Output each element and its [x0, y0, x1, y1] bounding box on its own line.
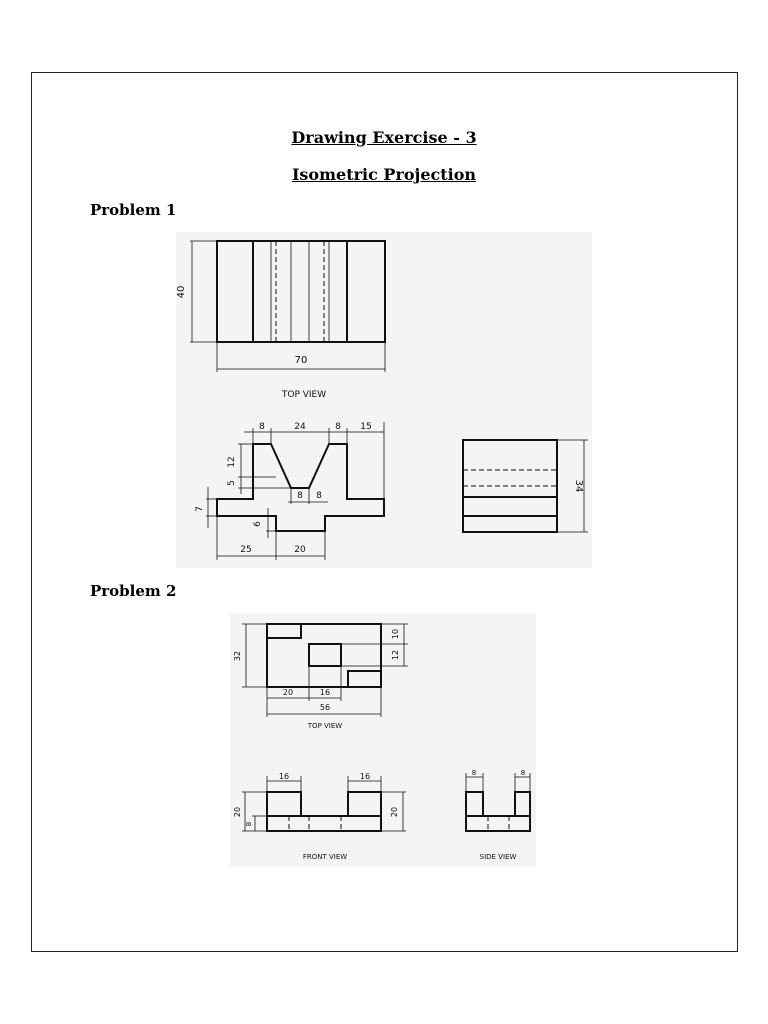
p1-dim-70: 70 — [294, 355, 308, 366]
p1-front-view — [195, 422, 384, 560]
problem-1-drawing — [176, 232, 592, 568]
p2-dim-20a: 20 — [233, 806, 242, 818]
p2-dim-32: 32 — [233, 650, 242, 662]
p1-dim-12: 12 — [227, 456, 237, 468]
p1-dim-7: 7 — [195, 506, 205, 512]
p1-dim-20: 20 — [294, 545, 306, 555]
p1-dim-5: 5 — [227, 480, 237, 486]
p2-side-view — [466, 769, 530, 861]
p1-dim-8b: 8 — [335, 422, 341, 432]
document-title: Drawing Exercise - 3 — [291, 128, 477, 147]
p1-top-view — [176, 241, 385, 400]
p1-dim-6: 6 — [253, 521, 263, 527]
problem-2-drawing — [230, 613, 536, 867]
p2-dim-16b: 16 — [359, 772, 371, 781]
p2-top-view-caption: TOP VIEW — [307, 722, 343, 730]
p2-side-dim-8b: 8 — [520, 769, 526, 777]
p2-side-dim-8a: 8 — [471, 769, 477, 777]
p1-dim-24: 24 — [294, 422, 306, 432]
problem-1-label: Problem 1 — [90, 201, 177, 219]
p1-dim-25: 25 — [240, 545, 252, 555]
p1-dim-40: 40 — [176, 285, 187, 299]
problem-2-label: Problem 2 — [90, 582, 177, 600]
p2-side-view-caption: SIDE VIEW — [479, 853, 517, 861]
p2-dim-12: 12 — [391, 649, 400, 661]
p1-side-view — [463, 440, 588, 532]
p2-top-view — [233, 624, 408, 730]
p1-dim-15: 15 — [360, 422, 372, 432]
p2-dim-16: 16 — [319, 688, 331, 697]
p2-dim-8: 8 — [245, 821, 253, 827]
p2-front-view-caption: FRONT VIEW — [302, 853, 348, 861]
p2-dim-10: 10 — [391, 628, 400, 640]
p1-dim-34: 34 — [573, 479, 584, 493]
p2-dim-20b: 20 — [390, 806, 399, 818]
document-subtitle: Isometric Projection — [291, 165, 477, 184]
p2-dim-16a: 16 — [278, 772, 290, 781]
p2-front-view — [233, 772, 406, 861]
p1-top-view-caption: TOP VIEW — [281, 390, 327, 400]
p1-dim-8c: 8 — [297, 491, 303, 501]
p2-dim-56: 56 — [319, 703, 331, 712]
p1-dim-8d: 8 — [316, 491, 322, 501]
p2-dim-20: 20 — [282, 688, 294, 697]
p1-dim-8a: 8 — [259, 422, 265, 432]
